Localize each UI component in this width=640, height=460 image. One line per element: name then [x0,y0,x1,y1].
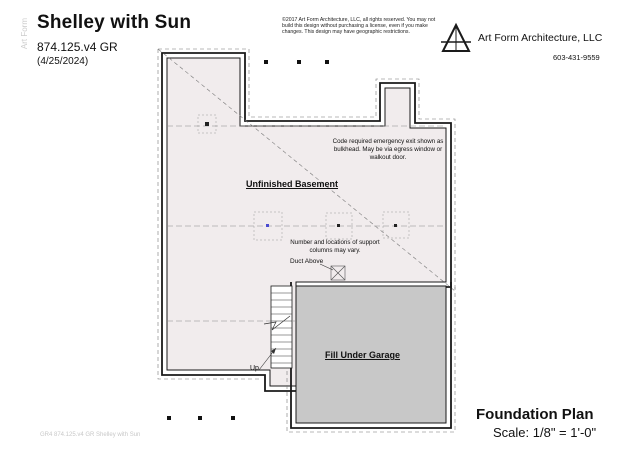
emergency-exit-note: Code required emergency exit shown as bulkhead. May be via egress window or walkout door. [332,138,444,161]
duct-label: Duct Above [290,258,324,265]
plan-title: Shelley with Sun [37,12,192,33]
plan-date: (4/25/2024) [37,56,89,67]
stair-up-label: Up [250,365,259,372]
garage-label: Fill Under Garage [325,350,401,360]
support-columns-note: Number and locations of support columns may vary. [290,239,380,254]
watermark-text: Art Form [20,18,29,50]
firm-name: Art Form Architecture, LLC [478,32,603,44]
sheet-title: Foundation Plan [476,406,594,423]
basement-label: Unfinished Basement [246,179,339,189]
footer-watermark: GR4 874.125.v4 GR Shelley with Sun [40,432,141,438]
plan-number: 874.125.v4 GR [37,40,118,54]
firm-phone: 603-431-9559 [553,53,600,62]
scale-label: Scale: 1/8" = 1'-0" [493,425,597,440]
copyright-notice: ©2017 Art Form Architecture, LLC, all rights reserved. You may not build this design without purchasing a license, even if you make changes. This design may have geographic restrictions. [282,17,436,36]
